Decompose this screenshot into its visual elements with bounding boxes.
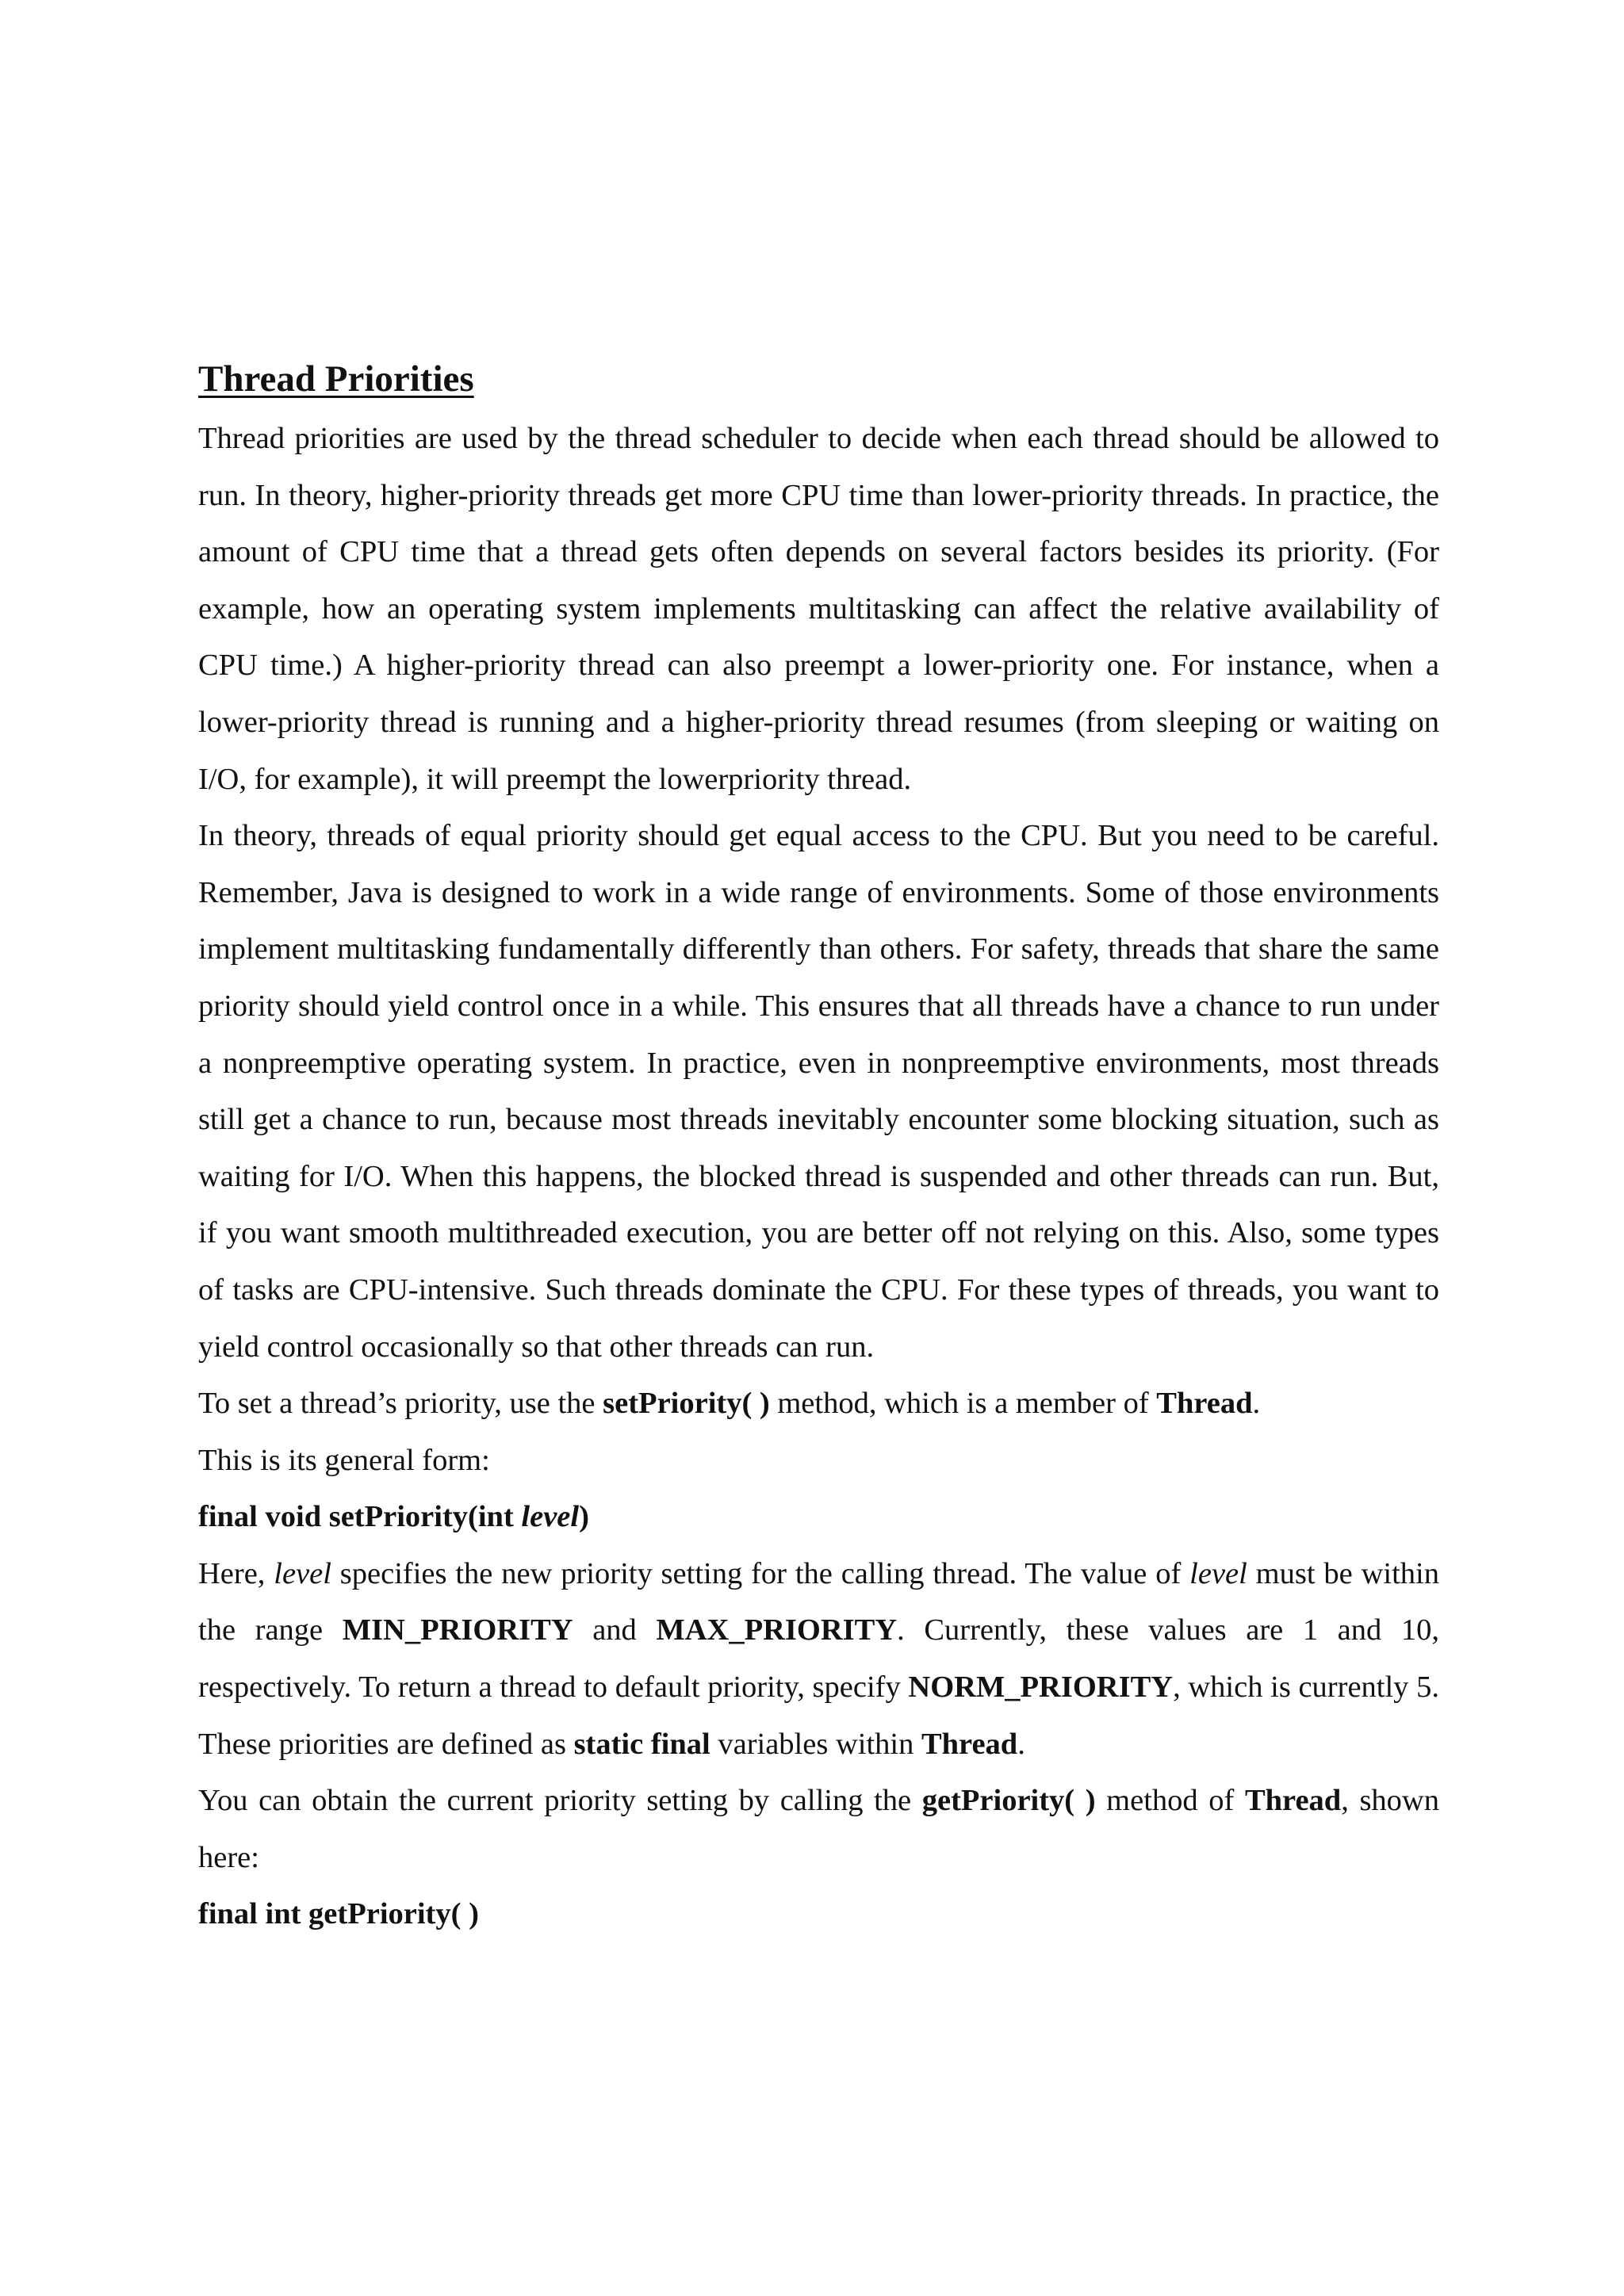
constant-min-priority: MIN_PRIORITY bbox=[342, 1613, 573, 1647]
paragraph-set-priority: To set a thread’s priority, use the setPriority( ) method, which is a member of Thread. bbox=[198, 1387, 1261, 1421]
paragraph-equal-priority: In theory, threads of equal priority should get equal access to the CPU. But you need to be careful. Remember, Java is designed to work in a wide range of environments. Some of those environments implement multitasking fundamentally differently than others. For safety, threads that share the same priority should yield control once in a while. This ensures that all threads have a chance to run under a nonpreemptive operating system. In practice, even in nonpreemptive environments, most threads still get a chance to run, because most threads inevitably encounter some blocking situation, such as waiting for I/O. When this happens, the blocked thread is suspended and other threads can run. But, if you want smooth multithreaded execution, you are better off not relying on this. Also, some types of tasks are CPU-intensive. Such threads dominate the CPU. For these types of threads, you want to yield control occasionally so that other threads can run. bbox=[198, 819, 1439, 1364]
class-thread: Thread bbox=[1156, 1387, 1253, 1421]
method-getpriority: getPriority( ) bbox=[921, 1784, 1096, 1818]
page-title: Thread Priorities bbox=[198, 358, 474, 400]
paragraph-level-range: Here, level specifies the new priority setting for the calling thread. The value of level must be within the range MIN_PRIORITY and MAX_PRIORITY. Currently, these values are 1 and 10, respectively. To return a thread to default priority, specify NORM_PRIORITY, which is currently 5. These priorities are defined as static final variables within Thread. bbox=[198, 1556, 1439, 1761]
code-getpriority-signature: final int getPriority( ) bbox=[198, 1897, 479, 1931]
class-thread: Thread bbox=[1244, 1784, 1342, 1818]
constant-norm-priority: NORM_PRIORITY bbox=[908, 1670, 1174, 1705]
paragraph-priorities-intro: Thread priorities are used by the thread scheduler to decide when each thread should be allowed to run. In theory, higher-priority threads get more CPU time than lower-priority threads. In practice, the amount of CPU time that a thread gets often depends on several factors besides its priority. (For example, how an operating system implements multitasking can affect the relative availability of CPU time.) A higher-priority thread can also preempt a lower-priority one. For instance, when a lower-priority thread is running and a higher-priority thread resumes (from sleeping or waiting on I/O, for example), it will preempt the lowerpriority thread. bbox=[198, 422, 1439, 796]
constant-max-priority: MAX_PRIORITY bbox=[656, 1613, 898, 1647]
keyword-static-final: static final bbox=[573, 1727, 710, 1761]
paragraph-get-priority: You can obtain the current priority setting by calling the getPriority( ) method of Thread, shown here: bbox=[198, 1784, 1439, 1874]
method-setpriority: setPriority( ) bbox=[603, 1387, 770, 1421]
document-page bbox=[198, 352, 1439, 1943]
paragraph-general-form: This is its general form: bbox=[198, 1443, 490, 1477]
class-thread: Thread bbox=[921, 1727, 1018, 1761]
code-setpriority-signature: final void setPriority(int level) bbox=[198, 1500, 589, 1534]
